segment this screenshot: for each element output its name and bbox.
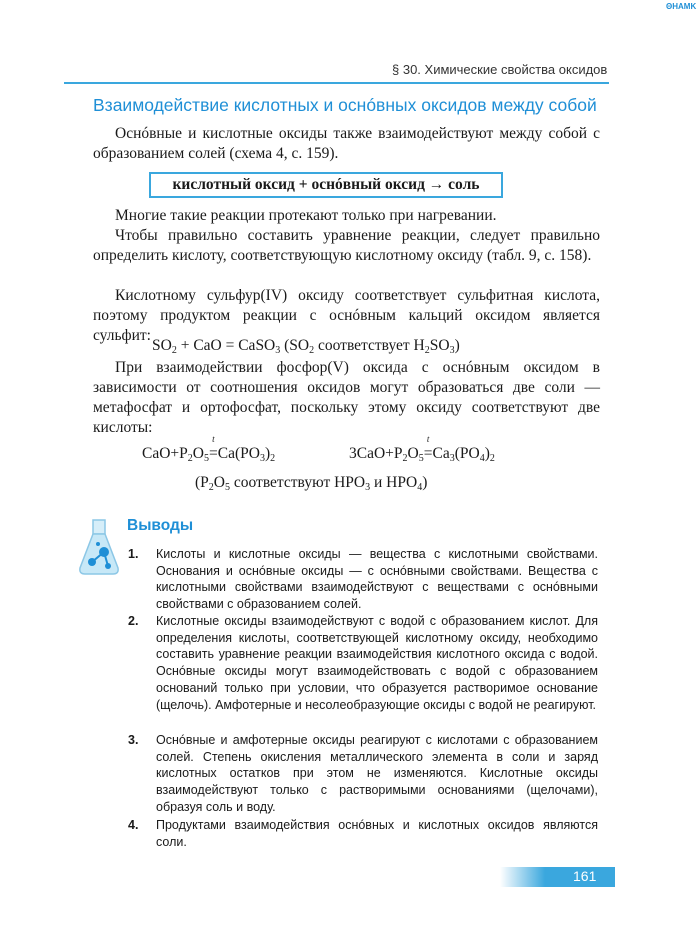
paragraph-acid-rule: Чтобы правильно составить уравнение реакции, следует правильно определить кислоту, соответствующую кислотному оксиду (табл. 9, с. 158). xyxy=(93,227,600,264)
conclusion-item xyxy=(128,732,598,816)
reaction-scheme-box: кислотный оксид + оснóвный оксид → соль xyxy=(149,172,503,198)
conclusions-heading: Выводы xyxy=(127,517,194,534)
conclusion-text: Продуктами взаимодействия оснóвных и кислотных оксидов являются соли. xyxy=(156,818,598,849)
page-number: 161 xyxy=(573,868,597,884)
conclusion-item xyxy=(128,546,598,613)
equation-p2o5-acids: ($P_2O_5$ соответствуют $HPO_3$ и $HPO_4$) xyxy=(195,474,428,493)
running-header: § 30. Химические свойства оксидов xyxy=(392,62,608,77)
equation-metaphosphate: $CaO+P_2O_5$ t $=Ca(PO_3)_2$ xyxy=(142,434,276,464)
paragraph-sulfur: Кислотному сульфур(IV) оксиду соответствует сульфитная кислота, поэтому продуктом реакции с оснóвным кальций оксидом является сульфит: xyxy=(93,287,600,344)
publisher-logo: ΘHAMK xyxy=(666,2,697,11)
equation-orthophosphate: $3CaO+P_2O_5$ t $=Ca_3(PO_4)_2$ xyxy=(349,434,495,464)
conclusion-text: Кислоты и кислотные оксиды — вещества с кислотными свойствами. Основания и оснóвные оксиды — с оснóвными свойствами. Вещества с кислотными свойствами взаимодействуют с веществами с оснóвными свойствами с образованием солей. xyxy=(156,547,598,612)
conclusion-item xyxy=(128,613,598,713)
paragraph-intro: Оснóвные и кислотные оксиды также взаимодействуют между собой с образованием солей (схема 4, с. 159). xyxy=(93,125,600,162)
conclusion-item xyxy=(128,817,598,850)
paragraph-phosphorus: При взаимодействии фосфор(V) оксида с оснóвным оксидом в зависимости от соотношения оксидов могут образоваться две соли — метафосфат и ортофосфат, поскольку этому оксиду соответствуют две кислоты: xyxy=(93,359,600,436)
header-divider xyxy=(64,82,609,84)
conclusion-number: 1. xyxy=(128,547,139,561)
section-title: Взаимодействие кислотных и оснóвных оксидов между собой xyxy=(93,95,597,115)
conclusion-text: Кислотные оксиды взаимодействуют с водой с образованием кислот. Для определения кислоты, соответствующей кислотному оксиду, необходимо составить уравнение реакции взаимодействия кислотного оксида с водой. Оснóвные оксиды могут взаимодействовать с водой с образованием оснований только при условии, что образуется растворимое основание (щелочь). Амфотерные и несолеобразующие оксиды с водой не реагируют. xyxy=(156,614,598,712)
flask-icon xyxy=(76,518,122,576)
conclusion-number: 4. xyxy=(128,818,139,832)
equation-so2-cao: $SO_2$ + CaO = CaSO$_3$ ($SO_2$ соответствует $H_2SO_3$) xyxy=(152,337,460,356)
paragraph-heating: Многие такие реакции протекают только при нагревании. xyxy=(115,207,497,224)
conclusion-number: 2. xyxy=(128,614,139,628)
conclusion-number: 3. xyxy=(128,733,139,747)
conclusion-text: Оснóвные и амфотерные оксиды реагируют с кислотами с образованием солей. Степень окисления металлического элемента в соли и заряд кислотных остатков при этом не изменяются. Кислотные оксиды взаимодействуют только с растворимыми основаниями (щелочами), образуя соль и воду. xyxy=(156,733,598,814)
page-number-tab-fade xyxy=(500,867,545,887)
